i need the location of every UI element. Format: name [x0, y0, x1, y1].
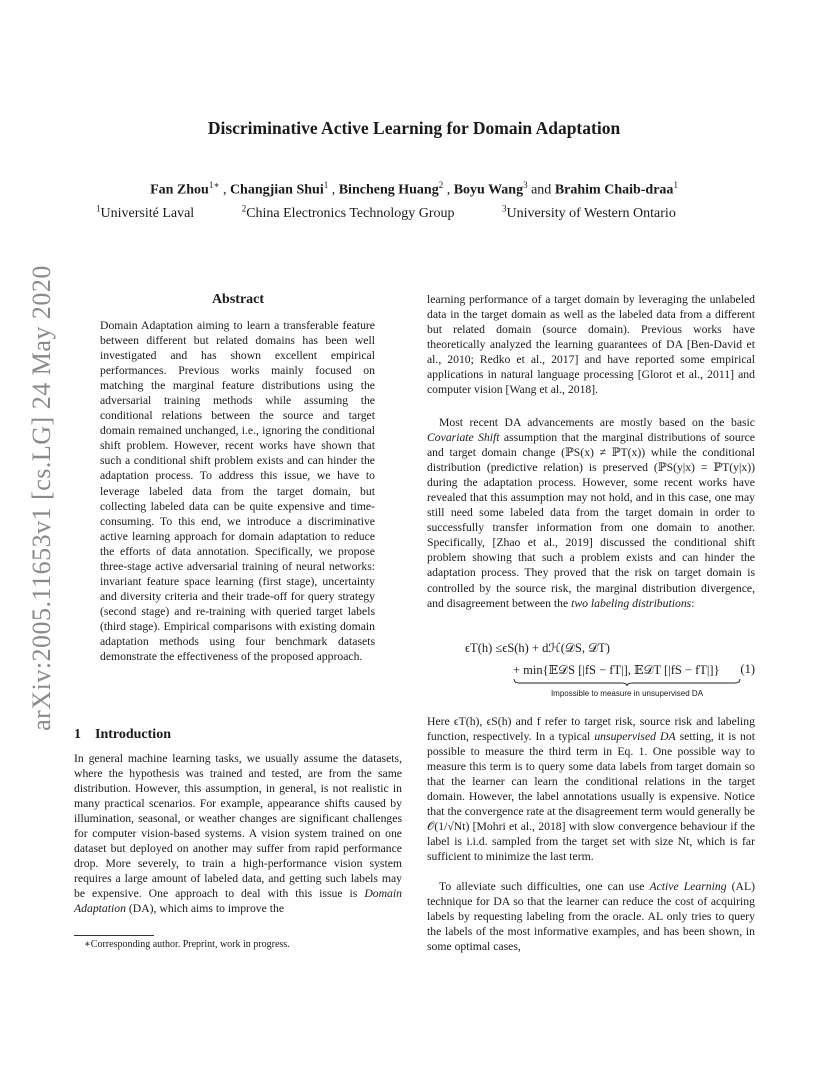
right-paragraph-2 — [427, 415, 755, 611]
equation-number: (1) — [740, 662, 755, 676]
paragraph-text: Here ϵT(h), ϵS(h) and f refer to target risk, source risk and labeling function, respectively. In a typical — [427, 715, 755, 744]
affiliation-name: China Electronics Technology Group — [246, 205, 455, 221]
author-sup: 1 — [323, 180, 329, 190]
right-paragraph-3 — [427, 714, 755, 864]
author-sup: 2 — [438, 180, 444, 190]
right-paragraph-4 — [427, 879, 755, 954]
section-heading-introduction — [74, 727, 171, 743]
paper-title: Discriminative Active Learning for Domain Adaptation — [207, 118, 621, 138]
paragraph-text: (AL) technique for DA so that the learner can reduce the cost of acquiring labels by requesting labeling from the oracle. AL only tries to query the labels of the most informative examples, and has been shown, in some optimal cases, — [427, 880, 755, 954]
author-name: Brahim Chaib-draa — [554, 182, 674, 198]
footnote: ∗Corresponding author. Preprint, work in progress. — [84, 939, 290, 950]
emphasis-text: unsupervised DA — [594, 730, 676, 744]
affiliation — [96, 203, 195, 221]
equation-line-1: ϵT(h) ≤ϵS(h) + dℋ(𝒟S, 𝒟T) — [465, 641, 610, 655]
paragraph-text: Most recent DA advancements are mostly based on the basic — [439, 416, 755, 429]
equation-1 — [427, 638, 755, 700]
paragraph-text: learning performance of a target domain by leveraging the unlabeled data in the target domain as well as the labeled data from a different but related domain (source domain). Previous works have theoretically analyzed the learning guarantees of DA [Ben-David et al., 2010; Redko et al., 2017] and have reported some empirical applications in natural language processing [Glorot et al., 2011] and computer vision [Wang et al., 2018]. — [427, 293, 755, 397]
abstract-text: Domain Adaptation aiming to learn a transferable feature between different but related domains has been well investigated and has shown excellent empirical performances. Previous works mainly focused on matching the marginal feature distributions using the adversarial training methods while assuming the conditional relations between the source and target domain remained unchanged, i.e., ignoring the conditional shift problem. However, recent works have shown that such a conditional shift problem exists and can hinder the adaptation process. To address this issue, we have to leverage labeled data from the target domain, but collecting labeled data can be quite expensive and time-consuming. To this end, we introduce a discriminative active learning approach for domain adaptation to reduce the efforts of data annotation. Specifically, we propose three-stage active adversarial training of neural networks: invariant feature space learning (first stage), uncertainty and diversity criteria and their trade-off for query strategy (second stage) and re-training with queried target labels (third stage). Empirical comparisons with existing domain adaptation methods using four benchmark datasets demonstrate the effectiveness of the proposed approach. — [100, 319, 375, 664]
author-name: Changjian Shui — [229, 182, 324, 198]
paragraph-text: : — [691, 596, 695, 610]
affiliation — [502, 203, 676, 221]
author-list: Fan Zhou$^{1∗}$ , Changjian Shui$^1$ , Bincheng Huang$^2$ , Boyu Wang$^3$ and Brahim Chaib-draa$^1$ — [150, 180, 678, 198]
section-number: 1 — [74, 727, 81, 742]
abstract-body — [100, 318, 375, 664]
author-joiner: and — [531, 182, 552, 198]
affiliation-sup: 2 — [241, 203, 247, 213]
affiliation-name: Université Laval — [100, 205, 195, 221]
right-paragraph-1 — [427, 292, 755, 397]
equation-line-2: + min{𝔼𝒟S [|fS − fT|], 𝔼𝒟T [|fS − fT|]} — [513, 663, 720, 677]
author-name: Fan Zhou — [150, 182, 209, 198]
author-sup: 3 — [523, 180, 528, 190]
affiliation-sup: 3 — [502, 203, 507, 213]
paragraph-text: In general machine learning tasks, we usually assume the datasets, where the hypothesis was trained and tested, are from the same distribution. However, this assumption, in general, is not realistic in many practical scenarios. For example, appearance shifts caused by illumination, seasonal, or weather changes are significant challenges for computer vision-based systems. A vision system trained on one dataset but deployed on another may suffer from rapid performance drop. More severely, to train a high-performance vision system requires a large amount of labeled data, and getting such labels may be expensive. One approach to deal with this issue is — [74, 752, 402, 901]
affiliation-sup: 1 — [96, 203, 101, 213]
arxiv-identifier: arXiv:2005.11653v1 [cs.LG] 24 May 2020 — [27, 265, 56, 731]
author-name: Boyu Wang — [453, 182, 524, 198]
paragraph-text: To alleviate such difficulties, one can use — [439, 880, 650, 893]
emphasis-text: Covariate Shift — [427, 431, 500, 445]
emphasis-text: two labeling distributions — [571, 596, 692, 610]
emphasis-text: Domain Adaptation — [74, 887, 402, 916]
author-name: Bincheng Huang — [338, 182, 439, 198]
affiliation — [241, 203, 455, 221]
emphasis-text: Active Learning — [649, 880, 727, 893]
affiliation-list — [96, 203, 756, 222]
intro-paragraph — [74, 751, 402, 917]
underbrace-label: Impossible to measure in unsupervised DA — [550, 689, 704, 698]
affiliation-name: University of Western Ontario — [506, 205, 676, 221]
paragraph-text: (DA), which aims to improve the — [125, 902, 285, 916]
paragraph-text: setting, it is not possible to measure the third term in Eq. 1. One possible way to measure this term is to query some data labels from target domain so that the learner can learn the conditional relations in the target domain. However, the label annotations usually is expensive. Notice that the convergence rate at the disagreement term would generally be 𝒪(1/√Nt) [Mohri et al., 2018] with slow convergence behaviour if the label is i.i.d. sampled from the target set with size Nt, which is far sufficient to minimize the last term. — [427, 730, 755, 864]
author-sup: 1 — [673, 180, 678, 190]
arxiv-sidebar — [22, 265, 62, 731]
underbrace-icon — [513, 678, 741, 686]
paragraph-text: assumption that the marginal distributions of source and target domain change (ℙS(x) ≠ ℙT(x)) while the conditional distribution (predictive relation) is preserved (ℙS(y|x) = ℙT(y|x)) during the adaptation process. However, some recent works have revealed that this assumption may not hold, and in this case, one may still need some labeled data from the target domain in order to successfully transfer information from one domain to another. Specifically, [Zhao et al., 2019] discussed the conditional shift problem showing that such a problem exists and can hinder the adaptation process. They proved that the risk on target domain is controlled by the source risk, the marginal distribution divergence, and disagreement between the — [427, 431, 755, 610]
footnote-rule — [74, 935, 154, 936]
section-title: Introduction — [95, 727, 171, 742]
abstract-heading: Abstract — [211, 292, 265, 307]
author-sup: 1∗ — [208, 180, 220, 190]
